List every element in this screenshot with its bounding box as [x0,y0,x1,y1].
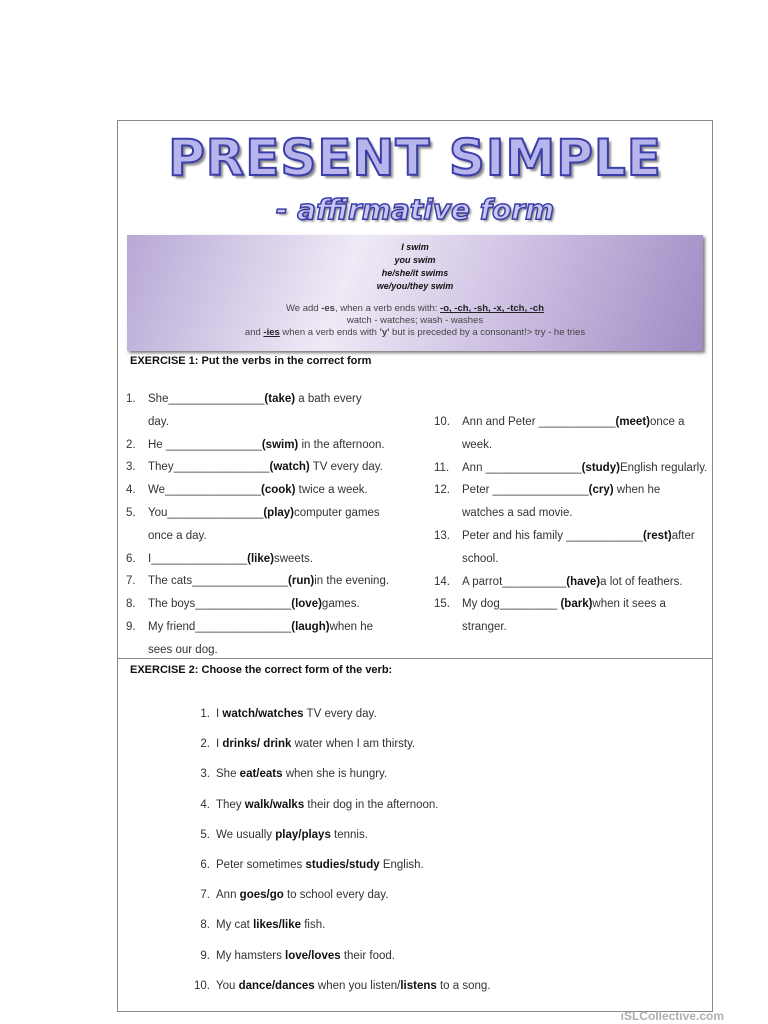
item-text [216,941,395,971]
item-verb: (bark) [560,598,593,611]
item-text [148,525,207,548]
exercise-item [434,525,714,548]
rule-line-es [127,303,703,315]
item-text [462,434,492,457]
item-sentence: She_______________ [148,393,265,405]
item-verb: (laugh) [291,620,330,633]
exercise-item [188,820,491,850]
item-text [216,729,415,759]
item-sentence: We_______________ [148,484,261,497]
item-text [148,616,373,639]
item-sentence-end: twice a week. [295,484,368,497]
rule-line-example: watch - watches; wash - washes [346,315,484,326]
item-choice: play/plays [275,828,331,841]
item-sentence: The cats_______________ [148,575,289,588]
item-number: 1. [126,393,136,405]
item-number [126,525,148,548]
item-verb: (rest) [642,529,672,542]
item-sentence-mid: fish. [301,919,326,932]
item-number: 13. [434,529,450,542]
rule-letter: 'y' [379,327,390,338]
item-number: 11. [434,461,450,474]
item-sentence-mid: when you listen/ [314,979,401,992]
item-sentence-mid: tennis. [330,828,368,841]
item-sentence-end: after [671,529,695,542]
exercise-item [126,548,426,571]
item-sentence: She [216,768,240,781]
item-text [216,971,491,1001]
item-verb: (cry) [588,484,614,497]
item-verb: (love) [291,598,322,611]
item-sentence-mid: when she is hungry. [282,768,388,781]
exercise-item [188,941,491,971]
item-number: 7. [126,575,136,588]
item-number: 8. [126,598,136,611]
item-text [462,548,498,571]
section-divider [118,658,712,659]
rule-text: but is preceded by a consonant!> try - he tries [389,327,586,338]
item-number: 2. [200,738,210,751]
item-sentence: I_______________ [148,552,248,565]
exercise-item [434,479,714,502]
item-text [148,593,360,616]
item-number: 5. [126,506,136,519]
rule-suffix: -es [321,303,335,314]
item-number [126,411,148,434]
item-sentence-end: when he [613,484,661,497]
item-verb: (take) [264,393,296,405]
item-number: 6. [126,552,136,565]
grammar-rule-box [127,235,703,351]
item-choice: love/loves [285,949,341,962]
item-number [434,502,462,525]
item-text [216,820,368,850]
item-number: 9. [200,949,210,962]
item-sentence: You [216,979,239,992]
exercise-item [188,971,491,1001]
item-text [148,434,385,457]
exercise-item [188,699,491,729]
item-number: 3. [200,768,210,781]
exercise-item [434,502,714,525]
exercise-2-title: EXERCISE 2: Choose the correct form of the verb: [130,664,393,676]
item-number: 2. [126,438,136,451]
item-number: 10. [434,416,450,428]
exercise-item [188,850,491,880]
item-sentence-end: English regularly. [619,461,708,474]
item-text [462,479,660,502]
item-choice: walk/walks [244,798,305,811]
item-text [462,457,707,480]
item-verb: (cook) [260,484,296,497]
exercise-item [126,525,426,548]
item-sentence-mid: TV every day. [303,708,377,720]
item-verb: (play) [263,506,295,519]
item-choice: dance/dances [238,979,315,992]
item-text [148,502,380,525]
exercise-item [434,571,714,594]
item-text [148,479,368,502]
item-text [148,411,169,434]
item-choice: watch/watches [222,708,304,720]
item-sentence: We usually [216,828,276,841]
item-sentence: Peter sometimes [216,859,306,872]
item-verb: (watch) [269,461,310,474]
item-sentence-end: to a song. [436,979,491,992]
worksheet [117,120,713,1012]
conjugation-line: I swim [401,242,429,252]
conjugation-list [127,241,703,293]
exercise-item [188,880,491,910]
exercise-item [188,910,491,940]
item-text [462,502,573,525]
item-verb: (study) [581,461,620,474]
item-sentence: Peter and his family ____________ [462,529,643,542]
item-number: 3. [126,461,136,474]
item-sentence: A parrot__________ [462,575,567,588]
item-sentence-mid: English. [379,859,424,872]
item-sentence: My dog_________ [462,598,561,611]
item-sentence: The boys_______________ [148,598,292,611]
exercise-item [126,434,426,457]
exercise-item [126,411,426,434]
item-number [434,434,462,457]
conjugation-line: we/you/they swim [376,281,454,291]
item-number: 7. [200,889,210,902]
exercise-item [126,616,426,639]
exercise-1-column-right [434,411,714,639]
exercise-item [126,502,426,525]
item-sentence: school. [462,552,499,565]
exercise-item [434,616,714,639]
item-sentence-mid: their food. [340,949,395,962]
exercise-item [434,593,714,616]
item-sentence-end: once a [650,416,685,428]
item-text [148,570,389,593]
item-sentence: My friend_______________ [148,620,292,633]
item-number: 14. [434,575,450,588]
item-sentence-end: in the evening. [314,575,390,588]
rule-text: when a verb ends with [279,327,380,338]
item-sentence: You_______________ [148,506,264,519]
item-verb: (run) [288,575,315,588]
item-sentence-end: a bath every [295,393,362,405]
item-sentence: stranger. [462,621,507,634]
item-text [148,388,362,411]
exercise-1-column-left [126,388,426,662]
exercise-item [188,759,491,789]
item-sentence-mid: their dog in the afternoon. [304,798,439,811]
item-sentence: Ann [216,889,240,902]
item-text [462,411,685,434]
item-sentence: week. [462,438,493,451]
exercise-2-list [188,699,491,1001]
exercise-item [188,790,491,820]
item-sentence: Ann and Peter ____________ [462,416,616,428]
exercise-item [126,456,426,479]
item-text [216,759,387,789]
item-number: 4. [200,798,210,811]
item-sentence: once a day. [148,529,207,542]
item-number: 8. [200,919,210,932]
item-sentence: Peter _______________ [462,484,589,497]
item-sentence: I [216,738,223,751]
item-verb: (like) [247,552,274,565]
item-sentence: I [216,708,223,720]
item-text [216,910,325,940]
item-sentence-end: computer games [294,506,380,519]
item-choice: goes/go [239,889,284,902]
item-number: 12. [434,484,450,497]
item-text [462,525,695,548]
item-text [462,571,683,594]
item-choice: eat/eats [239,768,283,781]
rule-text: , when a verb ends with: [334,303,441,314]
item-sentence: They [216,798,245,811]
item-verb: (have) [566,575,601,588]
item-sentence: My cat [216,919,254,932]
item-sentence-end: when it sees a [592,598,666,611]
item-choice: studies/study [305,859,380,872]
item-text [216,699,377,729]
item-sentence-end: TV every day. [309,461,383,474]
item-number: 15. [434,598,450,611]
item-number: 10. [194,979,210,992]
item-sentence-end: in the afternoon. [298,438,385,451]
page-title: PRESENT SIMPLE [168,129,662,187]
item-number: 1. [200,708,210,720]
item-number [434,548,462,571]
item-number [434,616,462,639]
rule-suffix: -ies [263,327,280,338]
exercise-1-title: EXERCISE 1: Put the verbs in the correct form [130,355,372,367]
item-sentence: day. [148,415,169,428]
item-text [462,593,666,616]
exercise-item [188,729,491,759]
rule-text: We add [285,303,322,314]
item-text [148,548,313,571]
exercise-item [126,593,426,616]
item-sentence: He _______________ [148,438,262,451]
exercise-item [434,548,714,571]
page-subtitle: - affirmative form [275,193,555,226]
item-sentence: watches a sad movie. [462,507,573,520]
item-sentence-end: sweets. [273,552,313,565]
item-verb: (meet) [615,416,650,428]
item-sentence: They_______________ [148,461,270,474]
item-choice-2: listens [400,979,437,992]
item-number: 5. [200,828,210,841]
item-choice: drinks/ drink [222,738,292,751]
rule-text: and [244,327,264,338]
rule-endings: -o, -ch, -sh, -x, -tch, -ch [440,303,545,314]
item-sentence: sees our dog. [148,643,218,656]
exercise-item [434,457,714,480]
item-sentence-mid: to school every day. [283,889,389,902]
item-sentence-end: games. [321,598,360,611]
item-text [216,850,424,880]
watermark: iSLCollective.com [620,1009,724,1023]
item-sentence-mid: water when I am thirsty. [291,738,416,751]
item-number: 9. [126,620,136,633]
exercise-item [434,434,714,457]
exercise-item [126,388,426,411]
exercise-item [126,479,426,502]
item-sentence: My hamsters [216,949,286,962]
item-text [216,790,439,820]
item-text [148,456,383,479]
item-sentence: Ann _______________ [462,461,582,474]
conjugation-line: he/she/it swims [381,268,449,278]
item-sentence-end: a lot of feathers. [600,575,683,588]
item-choice: likes/like [253,919,302,932]
item-sentence-end: when he [329,620,374,633]
item-number: 4. [126,484,136,497]
item-text [462,616,507,639]
conjugation-line: you swim [394,255,436,265]
item-text [216,880,388,910]
item-number: 6. [200,859,210,872]
exercise-item [434,411,714,434]
spelling-rules [127,303,703,339]
rule-line-ies [127,327,703,339]
exercise-item [126,570,426,593]
item-verb: (swim) [261,438,299,451]
